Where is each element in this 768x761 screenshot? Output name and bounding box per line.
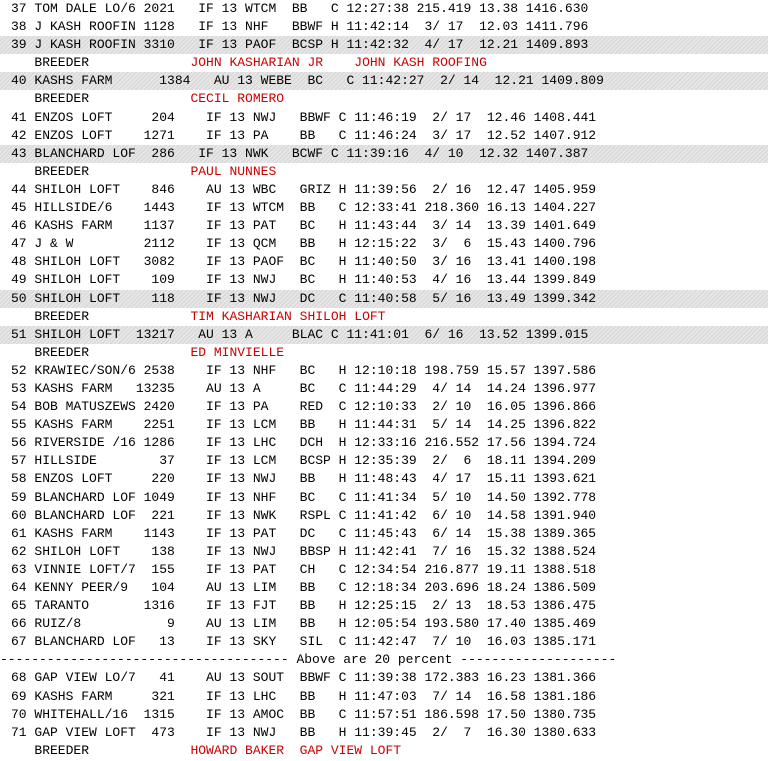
- breeder-label: BREEDER: [11, 742, 90, 758]
- breeder-name: HOWARD BAKER GAP VIEW LOFT: [190, 742, 402, 758]
- breeder-line: [0, 308, 768, 326]
- result-row: 70 WHITEHALL/16 1315 IF 13 AMOC BB C 11:57:51 186.598 17.50 1380.735: [11, 706, 597, 722]
- result-row: 45 HILLSIDE/6 1443 IF 13 WTCM BB C 12:33:41 218.360 16.13 1404.227: [11, 200, 597, 216]
- breeder-line: [0, 742, 768, 760]
- breeder-name: ED MINVIELLE: [190, 344, 285, 360]
- result-row-highlighted: 51 SHILOH LOFT 13217 AU 13 A BLAC C 11:41:01 6/ 16 13.52 1399.015: [0, 326, 768, 344]
- result-row: 57 HILLSIDE 37 IF 13 LCM BCSP H 12:35:39 2/ 6 18.11 1394.209: [11, 453, 597, 469]
- breeder-label: BREEDER: [11, 91, 90, 107]
- result-row: 58 ENZOS LOFT 220 IF 13 NWJ BB H 11:48:43 4/ 17 15.11 1393.621: [11, 471, 597, 487]
- result-row: 60 BLANCHARD LOF 221 IF 13 NWK RSPL C 11:41:42 6/ 10 14.58 1391.940: [11, 507, 597, 523]
- result-row: 54 BOB MATUSZEWS 2420 IF 13 PA RED C 12:10:33 2/ 10 16.05 1396.866: [11, 399, 597, 415]
- breeder-spacing: [89, 164, 190, 179]
- breeder-line: [0, 54, 768, 72]
- result-row: 62 SHILOH LOFT 138 IF 13 NWJ BBSP H 11:42:41 7/ 16 15.32 1388.524: [11, 543, 597, 559]
- result-row: 41 ENZOS LOFT 204 IF 13 NWJ BBWF C 11:46:19 2/ 17 12.46 1408.441: [11, 109, 597, 125]
- result-row: 67 BLANCHARD LOF 13 IF 13 SKY SIL C 11:42:47 7/ 10 16.03 1385.171: [11, 634, 597, 650]
- breeder-label: BREEDER: [11, 55, 90, 71]
- result-row-highlighted: 40 KASHS FARM 1384 AU 13 WEBE BC C 11:42:27 2/ 14 12.21 1409.809: [0, 72, 768, 90]
- breeder-spacing: [89, 345, 190, 360]
- result-row: 53 KASHS FARM 13235 AU 13 A BC C 11:44:29 4/ 14 14.24 1396.977: [11, 380, 597, 396]
- result-row-highlighted: 39 J KASH ROOFIN 3310 IF 13 PAOF BCSP H 11:42:32 4/ 17 12.21 1409.893: [0, 36, 768, 54]
- result-row: 38 J KASH ROOFIN 1128 IF 13 NHF BBWF H 11:42:14 3/ 17 12.03 1411.796: [11, 19, 589, 35]
- result-row: 59 BLANCHARD LOF 1049 IF 13 NHF BC C 11:41:34 5/ 10 14.50 1392.778: [11, 489, 597, 505]
- result-row: 37 TOM DALE LO/6 2021 IF 13 WTCM BB C 12:27:38 215.419 13.38 1416.630: [11, 1, 589, 16]
- result-row: 55 KASHS FARM 2251 IF 13 LCM BB H 11:44:31 5/ 14 14.25 1396.822: [11, 417, 597, 433]
- result-row: 68 GAP VIEW LO/7 41 AU 13 SOUT BBWF C 11:39:38 172.383 16.23 1381.366: [11, 670, 597, 686]
- breeder-spacing: [89, 309, 190, 324]
- breeder-line: [0, 163, 768, 181]
- result-row: 49 SHILOH LOFT 109 IF 13 NWJ BC H 11:40:53 4/ 16 13.44 1399.849: [11, 272, 597, 288]
- breeder-name: CECIL ROMERO: [190, 91, 285, 107]
- result-row: 48 SHILOH LOFT 3082 IF 13 PAOF BC H 11:40:50 3/ 16 13.41 1400.198: [11, 254, 597, 270]
- breeder-line: [0, 344, 768, 362]
- breeder-spacing: [89, 743, 190, 758]
- result-row: 63 VINNIE LOFT/7 155 IF 13 PAT CH C 12:34:54 216.877 19.11 1388.518: [11, 561, 597, 577]
- breeder-spacing: [89, 55, 190, 70]
- result-row-highlighted: 50 SHILOH LOFT 118 IF 13 NWJ DC C 11:40:58 5/ 16 13.49 1399.342: [0, 290, 768, 308]
- result-row: 65 TARANTO 1316 IF 13 FJT BB H 12:25:15 2/ 13 18.53 1386.475: [11, 598, 597, 614]
- breeder-name: PAUL NUNNES: [190, 163, 277, 179]
- breeder-line: [0, 90, 768, 108]
- result-row: 66 RUIZ/8 9 AU 13 LIM BB H 12:05:54 193.580 17.40 1385.469: [11, 616, 597, 632]
- breeder-name: TIM KASHARIAN SHILOH LOFT: [190, 308, 386, 324]
- breeder-spacing: [89, 91, 190, 106]
- breeder-label: BREEDER: [11, 344, 90, 360]
- breeder-name: JOHN KASHARIAN JR JOHN KASH ROOFING: [190, 55, 487, 71]
- result-row: 56 RIVERSIDE /16 1286 IF 13 LHC DCH H 12:33:16 216.552 17.56 1394.724: [11, 435, 597, 451]
- result-row: 47 J & W 2112 IF 13 QCM BB H 12:15:22 3/ 6 15.43 1400.796: [11, 236, 597, 252]
- result-row: 46 KASHS FARM 1137 IF 13 PAT BC H 11:43:44 3/ 14 13.39 1401.649: [11, 218, 597, 234]
- result-row-highlighted: 43 BLANCHARD LOF 286 IF 13 NWK BCWF C 11:39:16 4/ 10 12.32 1407.387: [0, 145, 768, 163]
- result-row: 64 KENNY PEER/9 104 AU 13 LIM BB C 12:18:34 203.696 18.24 1386.509: [11, 580, 597, 595]
- result-row: 44 SHILOH LOFT 846 AU 13 WBC GRIZ H 11:39:56 2/ 16 12.47 1405.959: [11, 181, 597, 197]
- breeder-label: BREEDER: [11, 163, 90, 179]
- breeder-label: BREEDER: [11, 308, 90, 324]
- result-row: 71 GAP VIEW LOFT 473 IF 13 NWJ BB H 11:39:45 2/ 7 16.30 1380.633: [11, 724, 597, 740]
- result-row: 69 KASHS FARM 321 IF 13 LHC BB H 11:47:03 7/ 14 16.58 1381.186: [11, 688, 597, 704]
- result-row: 61 KASHS FARM 1143 IF 13 PAT DC C 11:45:43 6/ 14 15.38 1389.365: [11, 525, 597, 541]
- result-row: 42 ENZOS LOFT 1271 IF 13 PA BB C 11:46:24 3/ 17 12.52 1407.912: [11, 127, 597, 143]
- result-row: 52 KRAWIEC/SON/6 2538 IF 13 NHF BC H 12:10:18 198.759 15.57 1397.586: [11, 362, 597, 378]
- percent-separator: ------------------------------------- Above are 20 percent --------------------: [0, 652, 617, 668]
